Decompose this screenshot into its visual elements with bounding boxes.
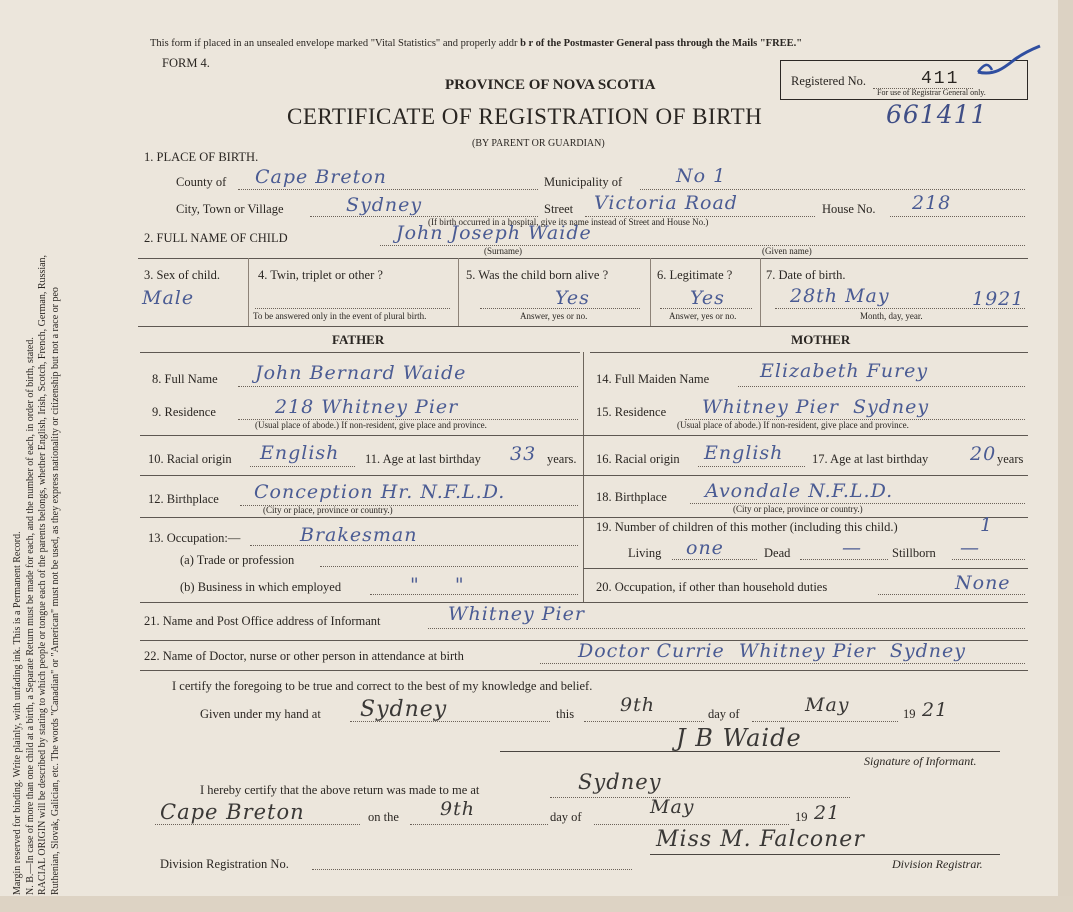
mother-birthplace-value: Avondale N.F.L.D. — [705, 480, 894, 502]
mother-residence-label: 15. Residence — [596, 405, 667, 419]
county-value: Cape Breton — [255, 166, 387, 188]
registrar-day-of-label: day of — [550, 810, 582, 824]
street-value: Victoria Road — [594, 192, 738, 214]
registrar-month-value: May — [650, 796, 695, 818]
margin-line-1: Margin reserved for binding. Write plainly, with unfading ink. This is a Permanent Record. — [12, 531, 23, 895]
given-under-label: Given under my hand at — [200, 707, 321, 721]
father-racial-label: 10. Racial origin — [148, 452, 232, 466]
margin-line-4: Ruthenian, Slovak, Galician, etc. The words "Canadian" or "American" must not be used, as they express nationality or citizenship but not a race or peo — [49, 287, 61, 895]
child-name-value: John Joseph Waide — [396, 222, 592, 244]
father-name-value: John Bernard Waide — [255, 362, 467, 384]
sex-value: Male — [142, 287, 195, 309]
father-age-label: 11. Age at last birthday — [365, 452, 481, 466]
informant-signature: J B Waide — [676, 724, 802, 752]
mother-age-label: 17. Age at last birthday — [812, 452, 929, 466]
mother-age-unit: years — [997, 452, 1024, 466]
given-name-note: (Given name) — [762, 246, 812, 256]
father-occupation-value: Brakesman — [300, 524, 418, 546]
hospital-note: (If birth occurred in a hospital, give its name instead of Street and House No.) — [428, 217, 709, 227]
house-label: House No. — [822, 202, 876, 216]
father-name-label: 8. Full Name — [152, 372, 218, 386]
registrar-on-the-label: on the — [368, 810, 399, 824]
municipality-value: No 1 — [676, 165, 727, 187]
mail-note: This form if placed in an unsealed envelope marked "Vital Statistics" and properly addr b r of the Postmaster General pass through the Mails "FREE." — [150, 38, 803, 49]
registered-label: Registered No. — [791, 74, 866, 88]
mother-living-label: Living — [628, 546, 662, 560]
mother-residence-value: Whitney Pier Sydney — [702, 396, 930, 418]
dob-year: 1921 — [972, 288, 1025, 310]
dob-note: Month, day, year. — [860, 311, 923, 321]
father-heading: FATHER — [332, 332, 385, 347]
check-mark-icon — [974, 42, 1044, 82]
mother-stillborn-value: — — [960, 537, 980, 559]
child-name-label: 2. FULL NAME OF CHILD — [144, 231, 288, 245]
born-alive-label: 5. Was the child born alive ? — [466, 268, 609, 282]
doctor-value: Doctor Currie Whitney Pier Sydney — [578, 640, 966, 662]
mother-residence-note: (Usual place of abode.) If non-resident, give place and province. — [677, 420, 909, 430]
city-value: Sydney — [346, 194, 423, 216]
county-label: County of — [176, 175, 227, 189]
registrar-year-prefix: 19 — [795, 810, 808, 824]
given-day-value: 9th — [620, 694, 655, 716]
mother-dead-value: — — [842, 537, 862, 559]
legitimate-note: Answer, yes or no. — [669, 311, 737, 321]
province-heading: PROVINCE OF NOVA SCOTIA — [445, 77, 656, 93]
division-registrar-label: Division Registrar. — [892, 857, 983, 871]
paper-bottom-edge — [0, 896, 1073, 912]
father-business-label: (b) Business in which employed — [180, 580, 342, 594]
informant-certify-text: I certify the foregoing to be true and correct to the best of my knowledge and belief. — [172, 679, 593, 693]
registrar-day-value: 9th — [440, 798, 475, 820]
informant-value: Whitney Pier — [448, 603, 585, 625]
given-year-prefix: 19 — [903, 707, 916, 721]
mother-occupation-value: None — [955, 572, 1011, 594]
this-label: this — [556, 707, 575, 721]
municipality-label: Municipality of — [544, 175, 623, 189]
registered-value: 411 — [921, 69, 960, 89]
house-value: 218 — [912, 192, 952, 214]
registration-number-handwritten: 661411 — [886, 100, 988, 129]
certificate-title: CERTIFICATE OF REGISTRATION OF BIRTH — [287, 104, 763, 129]
informant-signature-label: Signature of Informant. — [864, 754, 977, 768]
mother-children-label: 19. Number of children of this mother (including this child.) — [596, 520, 898, 534]
division-registration-label: Division Registration No. — [160, 857, 289, 871]
margin-line-3: RACIAL ORIGIN will be described by stating to which people or tongue each of the parents belongs, whether English, Irish, Scotch, French, German, Russian, — [37, 254, 48, 895]
form-number: FORM 4. — [162, 56, 210, 70]
street-label: Street — [544, 202, 574, 216]
mother-name-value: Elizabeth Furey — [760, 360, 929, 382]
mother-heading: MOTHER — [791, 332, 851, 347]
paper-edge — [1058, 0, 1073, 912]
legitimate-value: Yes — [690, 287, 725, 309]
registrar-signature: Miss M. Falconer — [656, 827, 865, 852]
father-business-value: " " — [410, 574, 465, 596]
given-month-value: May — [805, 694, 850, 716]
registrar-certify-text: I hereby certify that the above return was made to me at — [200, 783, 480, 797]
father-racial-value: English — [260, 442, 340, 464]
father-residence-label: 9. Residence — [152, 405, 216, 419]
father-residence-note: (Usual place of abode.) If non-resident, give place and province. — [255, 420, 487, 430]
father-occupation-label: 13. Occupation:— — [148, 531, 241, 545]
margin-text — [12, 15, 62, 895]
mother-age-value: 20 — [970, 443, 997, 465]
twin-note: To be answered only in the event of plural birth. — [253, 311, 427, 321]
given-place-value: Sydney — [360, 697, 448, 722]
mother-occupation-label: 20. Occupation, if other than household duties — [596, 580, 828, 594]
informant-label: 21. Name and Post Office address of Informant — [144, 614, 381, 628]
certificate-subtitle: (BY PARENT OR GUARDIAN) — [472, 138, 605, 149]
margin-line-2: N. B.—In case of more than one child at a birth, a Separate Return must be made for each, and the number of each, in order of birth, stated. — [24, 337, 36, 895]
given-year-value: 21 — [922, 699, 949, 721]
father-birthplace-note: (City or place, province or country.) — [263, 505, 393, 515]
margin-instructions — [0, 0, 136, 912]
mother-stillborn-label: Stillborn — [892, 546, 936, 560]
registrar-note: For use of Registrar General only. — [877, 88, 986, 97]
father-age-unit: years. — [547, 452, 577, 466]
born-alive-note: Answer, yes or no. — [520, 311, 588, 321]
father-trade-label: (a) Trade or profession — [180, 553, 295, 567]
born-alive-value: Yes — [555, 287, 590, 309]
registrar-county-value: Cape Breton — [160, 800, 305, 824]
mother-racial-label: 16. Racial origin — [596, 452, 680, 466]
mother-birthplace-note: (City or place, province or country.) — [733, 504, 863, 514]
father-age-value: 33 — [510, 443, 537, 465]
doctor-label: 22. Name of Doctor, nurse or other person in attendance at birth — [144, 649, 464, 663]
sex-label: 3. Sex of child. — [144, 268, 221, 282]
father-birthplace-label: 12. Birthplace — [148, 492, 219, 506]
surname-note: (Surname) — [484, 246, 522, 256]
father-residence-value: 218 Whitney Pier — [275, 396, 459, 418]
twin-label: 4. Twin, triplet or other ? — [258, 268, 383, 282]
mother-birthplace-label: 18. Birthplace — [596, 490, 667, 504]
mother-children-value: 1 — [980, 514, 994, 536]
registrar-year-value: 21 — [814, 802, 841, 824]
registrar-place-value: Sydney — [578, 770, 662, 794]
father-birthplace-value: Conception Hr. N.F.L.D. — [254, 481, 506, 503]
mother-dead-label: Dead — [764, 546, 791, 560]
dob-label: 7. Date of birth. — [766, 268, 846, 282]
mother-name-label: 14. Full Maiden Name — [596, 372, 710, 386]
place-of-birth-label: 1. PLACE OF BIRTH. — [144, 150, 259, 164]
mother-racial-value: English — [704, 442, 784, 464]
city-label: City, Town or Village — [176, 202, 284, 216]
legitimate-label: 6. Legitimate ? — [657, 268, 733, 282]
dob-value: 28th May — [790, 285, 890, 307]
mother-living-value: one — [686, 537, 724, 559]
given-day-of-label: day of — [708, 707, 740, 721]
